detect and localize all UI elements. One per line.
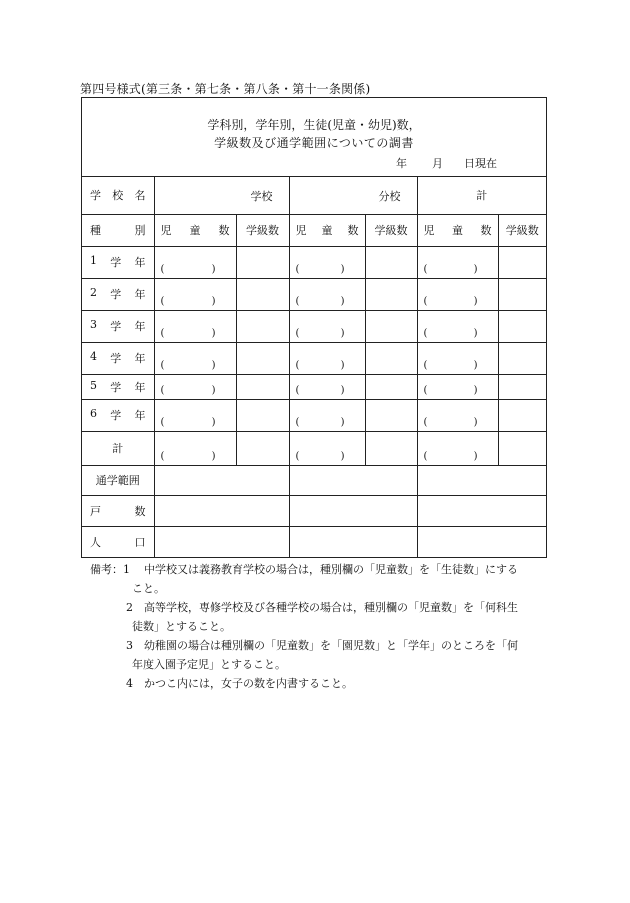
form-title-line2: 学級数及び通学範囲についての調書 [214, 136, 414, 150]
population-label: 人 口 [82, 526, 154, 557]
school-commute-cell[interactable] [154, 465, 289, 495]
school-name-label: 学 校 名 [82, 176, 154, 214]
commute-row [82, 465, 546, 495]
form-header [82, 98, 546, 177]
branch-classes-cell[interactable] [365, 278, 417, 310]
school-children-cell[interactable]: ( ) [154, 278, 236, 310]
branch-children-cell[interactable]: ( ) [289, 246, 365, 278]
branch-children-cell[interactable]: ( ) [289, 278, 365, 310]
date-month: 月 [432, 157, 443, 170]
date-day: 日現在 [464, 157, 497, 170]
grade-label: 6 学 年 [82, 399, 154, 431]
total-classes-cell[interactable] [498, 399, 546, 431]
school-children-cell[interactable]: ( ) [154, 342, 236, 374]
branch-commute-cell[interactable] [289, 465, 417, 495]
remark-item: 3 幼稚園の場合は種別欄の「児童数」を「園児数」と「学年」のところを「何 年度入園予定児」とすること。 [126, 639, 518, 671]
branch-header: 分校 [289, 176, 417, 214]
branch-children-cell[interactable]: ( ) [289, 374, 365, 399]
total-children-cell[interactable]: ( ) [417, 310, 498, 342]
total-children-count-header: 児 童 数 [417, 214, 498, 246]
branch-children-count-header: 児 童 数 [289, 214, 365, 246]
grade-label: 1 学 年 [82, 246, 154, 278]
total-children-cell[interactable]: ( ) [417, 278, 498, 310]
total-population-cell[interactable] [417, 526, 546, 557]
branch-classes-cell[interactable] [365, 246, 417, 278]
remark-item: 備考：1 中学校又は義務教育学校の場合は，種別欄の「児童数」を「生徒数」にする こと。 [90, 560, 550, 598]
branch-children-cell[interactable]: ( ) [289, 399, 365, 431]
total-children-cell[interactable]: ( ) [417, 374, 498, 399]
type-row [82, 214, 546, 246]
class-count-header: 学級数 [236, 214, 289, 246]
school-children-total-cell[interactable]: ( ) [154, 431, 236, 465]
school-classes-total-cell[interactable] [236, 431, 289, 465]
survey-form [81, 97, 547, 558]
branch-children-cell[interactable]: ( ) [289, 342, 365, 374]
branch-population-cell[interactable] [289, 526, 417, 557]
branch-classes-cell[interactable] [365, 399, 417, 431]
total-class-count-header: 学級数 [498, 214, 546, 246]
school-children-cell[interactable]: ( ) [154, 374, 236, 399]
survey-table [82, 176, 546, 557]
branch-children-total-cell[interactable]: ( ) [289, 431, 365, 465]
total-classes-cell[interactable] [498, 374, 546, 399]
total-children-total-cell[interactable]: ( ) [417, 431, 498, 465]
total-row [82, 431, 546, 465]
total-classes-total-cell[interactable] [498, 431, 546, 465]
total-classes-cell[interactable] [498, 310, 546, 342]
school-classes-cell[interactable] [236, 399, 289, 431]
school-classes-cell[interactable] [236, 374, 289, 399]
grade-label: 5 学 年 [82, 374, 154, 399]
remark-item: 4 かつこ内には，女子の数を内書すること。 [126, 677, 353, 690]
grade-label: 3 学 年 [82, 310, 154, 342]
grade-row [82, 278, 546, 310]
commute-label: 通学範囲 [82, 465, 154, 495]
school-header: 学校 [154, 176, 289, 214]
school-children-cell[interactable]: ( ) [154, 246, 236, 278]
school-population-cell[interactable] [154, 526, 289, 557]
total-households-cell[interactable] [417, 495, 546, 526]
grade-row [82, 310, 546, 342]
school-classes-cell[interactable] [236, 246, 289, 278]
school-name-row [82, 176, 546, 214]
households-label: 戸 数 [82, 495, 154, 526]
type-label: 種 別 [82, 214, 154, 246]
remark-item: 2 高等学校，専修学校及び各種学校の場合は，種別欄の「児童数」を「何科生 徒数」とすること。 [126, 601, 518, 633]
total-row-label: 計 [82, 431, 154, 465]
households-row [82, 495, 546, 526]
branch-class-count-header: 学級数 [365, 214, 417, 246]
school-children-cell[interactable]: ( ) [154, 399, 236, 431]
branch-classes-cell[interactable] [365, 342, 417, 374]
total-classes-cell[interactable] [498, 278, 546, 310]
school-classes-cell[interactable] [236, 342, 289, 374]
date-year: 年 [396, 157, 407, 170]
grade-label: 4 学 年 [82, 342, 154, 374]
grade-row [82, 342, 546, 374]
children-count-header: 児 童 数 [154, 214, 236, 246]
branch-classes-cell[interactable] [365, 310, 417, 342]
school-classes-cell[interactable] [236, 310, 289, 342]
grade-label: 2 学 年 [82, 278, 154, 310]
grade-row [82, 399, 546, 431]
branch-classes-total-cell[interactable] [365, 431, 417, 465]
school-classes-cell[interactable] [236, 278, 289, 310]
total-commute-cell[interactable] [417, 465, 546, 495]
total-children-cell[interactable]: ( ) [417, 342, 498, 374]
school-children-cell[interactable]: ( ) [154, 310, 236, 342]
grade-row [82, 374, 546, 399]
form-number: 第四号様式(第三条・第七条・第八条・第十一条関係) [80, 82, 371, 96]
branch-children-cell[interactable]: ( ) [289, 310, 365, 342]
total-classes-cell[interactable] [498, 246, 546, 278]
form-title-line1: 学科別，学年別，生徒(児童・幼児)数， [207, 118, 421, 132]
grade-row [82, 246, 546, 278]
branch-households-cell[interactable] [289, 495, 417, 526]
population-row [82, 526, 546, 557]
school-households-cell[interactable] [154, 495, 289, 526]
total-header: 計 [417, 176, 546, 214]
total-children-cell[interactable]: ( ) [417, 399, 498, 431]
total-children-cell[interactable]: ( ) [417, 246, 498, 278]
branch-classes-cell[interactable] [365, 374, 417, 399]
total-classes-cell[interactable] [498, 342, 546, 374]
remarks-lead: 備考：1 [90, 563, 130, 576]
remarks [90, 560, 550, 693]
